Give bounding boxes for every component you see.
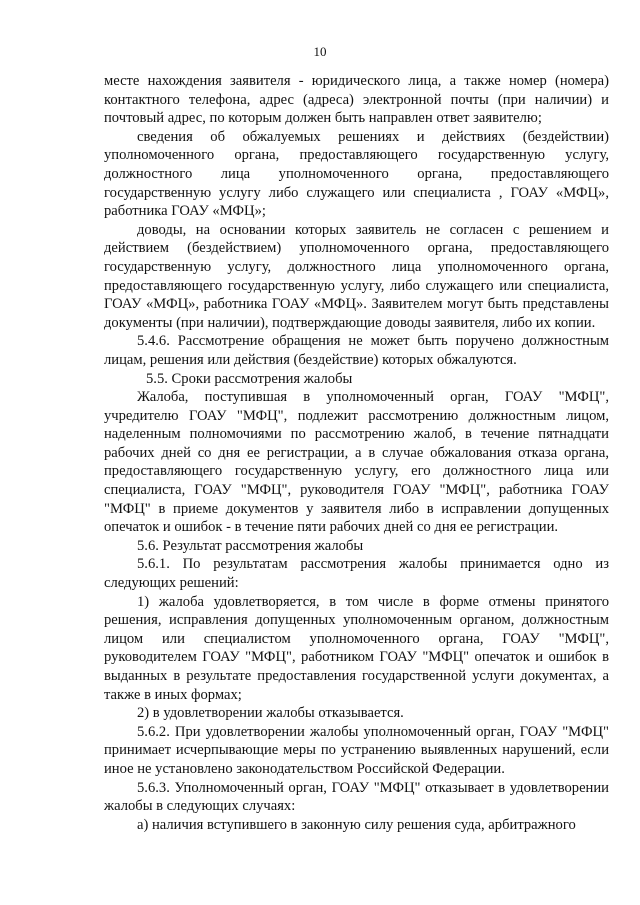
- paragraph-decision-2: 2) в удовлетворении жалобы отказывается.: [137, 705, 404, 722]
- paragraph-applicant-address: месте нахождения заявителя - юридического лица, а также номер (номера) контактного телефона, адрес (адреса) электронной почты (при наличии) и почтовый адрес, по которым должен быть направлен ответ заявителю;: [104, 73, 609, 127]
- paragraph-appealed-decisions: сведения об обжалуемых решениях и действиях (бездействии) уполномоченного органа, предоставляющего государственную услугу, должностного лица уполномоченного органа, предоставляющего государственную услугу либо служащего или специалиста , ГОАУ «МФЦ», работника ГОАУ «МФЦ»;: [104, 128, 609, 220]
- paragraph-5-6-3: 5.6.3. Уполномоченный орган, ГОАУ "МФЦ" отказывает в удовлетворении жалобы в следующих случаях:: [104, 779, 609, 815]
- paragraph-5-4-6: 5.4.6. Рассмотрение обращения не может быть поручено должностным лицам, решения или действия (бездействие) которых обжалуются.: [104, 333, 609, 368]
- paragraph-arguments: доводы, на основании которых заявитель не согласен с решением и действием (бездействием) уполномоченного органа, предоставляющего государственную услугу, должностного лица уполномоченного органа, предоставляющего государственную услугу, либо служащего или специалиста, ГОАУ «МФЦ», работника ГОАУ «МФЦ». Заявителем могут быть представлены документы (при наличии), подтверждающие доводы заявителя, либо их копии.: [104, 221, 609, 331]
- paragraph-5-6-1: 5.6.1. По результатам рассмотрения жалобы принимается одно из следующих решений:: [104, 556, 609, 592]
- paragraph-5-6-2: 5.6.2. При удовлетворении жалобы уполномоченный орган, ГОАУ "МФЦ" принимает исчерпывающие меры по устранению выявленных нарушений, если иное не установлено законодательством Российской Федерации.: [104, 723, 609, 777]
- paragraph-case-a: а) наличия вступившего в законную силу решения суда, арбитражного: [137, 816, 576, 833]
- heading-5-5: 5.5. Сроки рассмотрения жалобы: [146, 370, 353, 387]
- document-body: [104, 72, 609, 834]
- paragraph-decision-1: 1) жалоба удовлетворяется, в том числе в форме отмены принятого решения, исправления допущенных уполномоченным органом, должностным лицом или специалистом уполномоченного органа, ГОАУ "МФЦ", руководителем ГОАУ "МФЦ", работником ГОАУ "МФЦ" опечаток и ошибок в выданных в результате предоставления государственной услуги документах, а также в иных формах;: [104, 593, 609, 703]
- paragraph-complaint-terms: Жалоба, поступившая в уполномоченный орган, ГОАУ "МФЦ", учредителю ГОАУ "МФЦ", подлежит рассмотрению должностным лицом, наделенным полномочиями по рассмотрению жалоб, в течение пятнадцати рабочих дней со дня ее регистрации, а в случае обжалования отказа органа, предоставляющего государственную услугу, его должностного лица или специалиста, ГОАУ "МФЦ", руководителя ГОАУ "МФЦ", работника ГОАУ "МФЦ" в приеме документов у заявителя либо в исправлении допущенных опечаток и ошибок - в течение пяти рабочих дней со дня ее регистрации.: [104, 389, 609, 536]
- page-number: 10: [313, 44, 327, 59]
- heading-5-6: 5.6. Результат рассмотрения жалобы: [137, 537, 364, 554]
